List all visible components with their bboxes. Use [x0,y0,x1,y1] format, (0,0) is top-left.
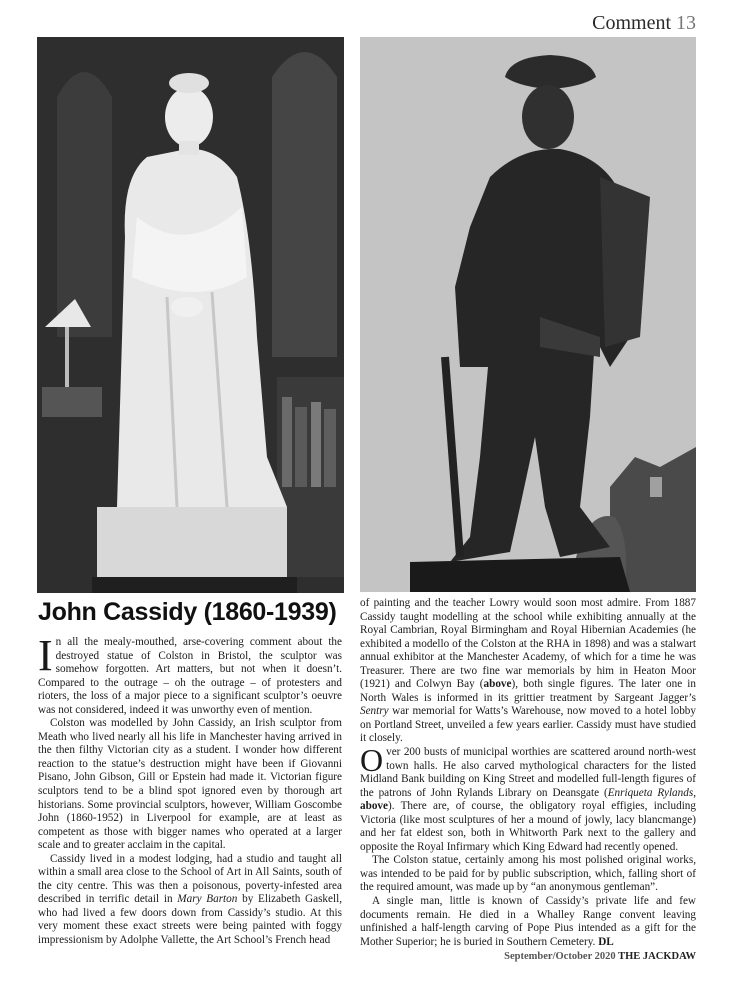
paragraph-text: ver 200 busts of municipal worthies are scattered around north-west town halls. He also carved mythological characters for the listed Midland Bank building on King Street and modelled full-length figures of the patrons of John Rylands Library on Deansgate ( [360,746,696,799]
paragraph: Colston was modelled by John Cassidy, an Irish sculptor from Meath who lived nearly all his life in Manchester having arrived in the then filthy Victorian city as a student. I wonder how different reaction to the statue’s destruction might have been if Giovanni Pisano, John Gibson, Gill or Epstein had made it. Victorian figure sculptors tend to be a blind spot ignored even by thorough art historians. Some provincial sculptors, however, William Goscombe John (1860-1952) in Liverpool for example, are at least as competent as those with bigger names who operated at a larger scale and to greater acclaim in the capital. [38,717,342,852]
paragraph-text: ). There are, of course, the obligatory royal effigies, including Victoria (like most sculptures of her a mound of jowly, lacy blancmange) and her fat eldest son, both in Whitworth Park next to the gallery and opposite the Royal Infirmary which King Edward had recently opened. [360,800,696,853]
paragraph-text: war memorial for Watts’s Warehouse, now moved to a hotel lobby on Portland Street, unveiled a few years earlier. Cassidy must have studied it closely. [360,705,696,745]
article-headline: John Cassidy (1860-1939) [38,598,337,626]
paragraph-text: n all the mealy-mouthed, arse-covering comment about the destroyed statue of Colston in Bristol, the sculptor was somehow forgotten. Art matters, but not when it doesn’t. Compared to the outrage – oh the outrage – of protesters and rioters, the loss of a major piece to a significant sculptor’s oeuvre was not considered, indeed it was unworthy even of mention. [38,636,342,716]
article-column-left [38,631,343,948]
page-footer [504,951,696,962]
page-header [592,12,696,35]
issue-date: September/October 2020 [504,951,616,962]
paragraph: The Colston statue, certainly among his most polished original works, was intended to be paid for by public subscription, which, falling short of the required amount, was made up by “an anonymous gentleman”. [360,854,696,894]
drop-cap: I [38,631,53,680]
paragraph-text: by Elizabeth Gaskell, who had lived a few doors down from Cassidy’s studio. At this very moment these exact streets were being painted with foggy impressionism by Adolphe Vallette, the Art School’s French head [38,893,343,947]
publication-name: THE JACKDAW [618,951,696,962]
photo-colwyn-bay-war-memorial [360,37,696,592]
article-column-right [360,597,696,949]
paragraph [360,597,696,746]
paragraph [360,895,696,949]
paragraph-text: Cassidy lived in a modest lodging, had a studio and taught all within a small area close to the School of Art in All Saints, south of the city centre. This was then a poisonous, poverty-infested area described in terrific detail in [38,852,342,906]
page-number: 13 [676,12,696,34]
paragraph-text: , [693,786,696,799]
section-title: Comment [592,12,671,34]
book-title: Mary Barton [177,893,238,906]
artwork-title: Sentry [360,705,389,718]
drop-cap: O [360,742,384,779]
paragraph-text: of painting and the teacher Lowry would soon most admire. From 1887 Cassidy taught modelling at the school while exhibiting annually at the Royal Cambrian, Royal Birmingham and Royal Hibernian Academies (he exhibited a modello of the Colston at the RHA in 1898) and was a stalwart annual exhibitor at the Manchester Academy, of which for a time he was Treasurer. There are two fine war memorials by him in Heaton Moor (1921) and Colwyn Bay ( [360,597,696,691]
photo-reference: above [483,678,512,691]
paragraph [360,742,696,854]
paragraph [38,631,342,717]
paragraph [38,853,342,948]
statue-illustration [37,37,344,593]
author-signature: DL [598,935,614,948]
photo-reference: above [360,800,388,813]
soldier-statue-illustration [360,37,696,592]
artwork-title: Enriqueta Rylands [607,786,694,799]
paragraph-text: ), both single figures. The later one in North Wales is informed in its grittier treatment by Sargeant Jagger’s [360,678,696,704]
paragraph-text: A single man, little is known of Cassidy’s private life and few documents remain. He died in a Whalley Range convent leaving unfinished a half-length carving of Pope Pius intended as a gift for the Mother Superior; he is buried in Southern Cemetery. [360,895,696,948]
photo-enriqueta-rylands-statue [37,37,344,593]
